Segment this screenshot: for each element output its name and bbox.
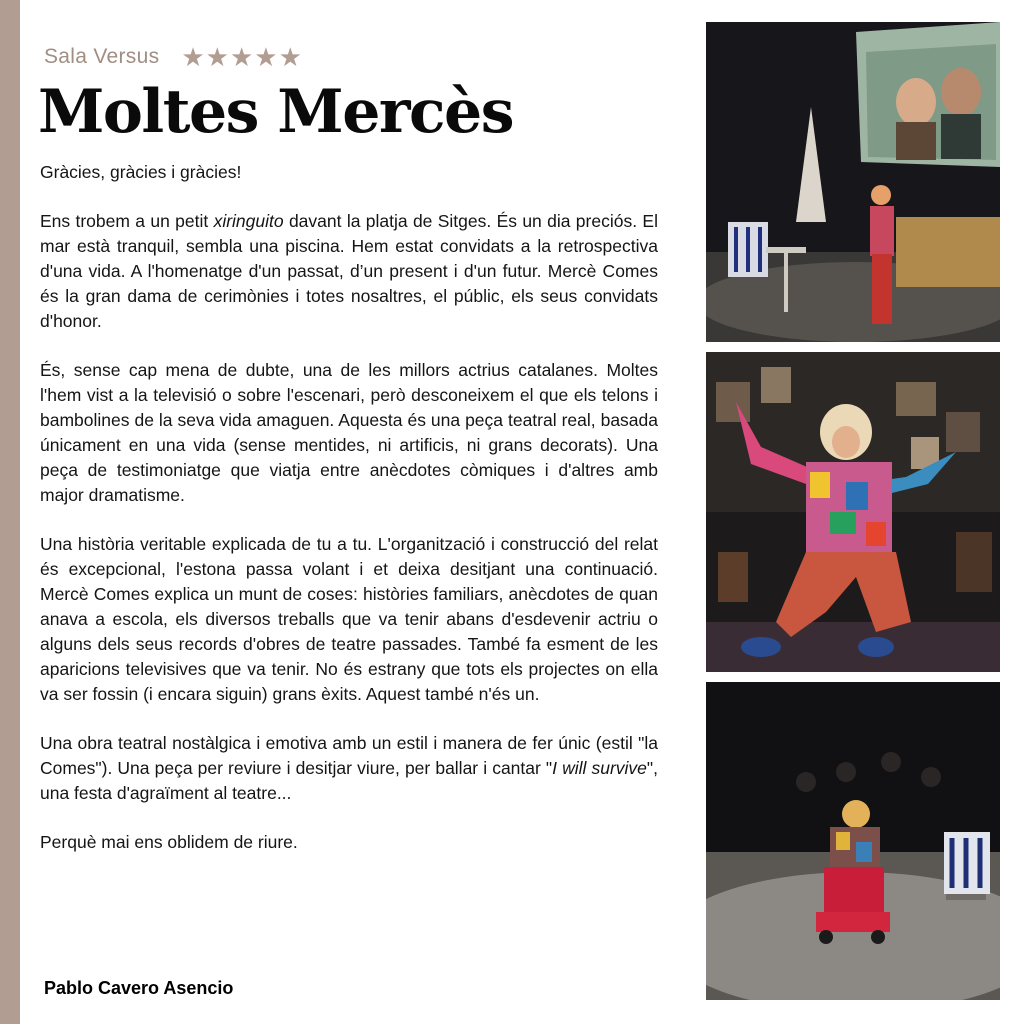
- paragraph-5-text-a: Una obra teatral nostàlgica i emotiva amb un estil i manera de fer únic (estil "la Comes"). Una peça per reviure i desitjar viure, per ballar i cantar ": [40, 733, 658, 778]
- paragraph-6: Perquè mai ens oblidem de riure.: [40, 832, 298, 852]
- venue-name: Sala Versus: [44, 45, 160, 68]
- rating-stars: ★★★★★: [181, 42, 303, 72]
- paragraph-3: És, sense cap mena de dubte, una de les millors actrius catalanes. Moltes l'hem vist a la televisió o sobre l'escenari, però desconeixem el que els telons i bambolines de la seva vida amaguen. Aquesta és una peça teatral real, basada únicament en una vida (sense mentides, ni artificis, ni grans decorats). Una peça de testimoniatge que viatja entre anècdotes còmiques i d'altres amb major dramatisme.: [40, 360, 658, 505]
- stage-photo-scooter: [706, 682, 1000, 1000]
- paragraph-1: Gràcies, gràcies i gràcies!: [40, 162, 242, 182]
- paragraph-2-text-b: davant la platja de Sitges. És un dia preciós. El mar està tranquil, sembla una piscina. Hem estat convidats a la retrospectiva d'una vida. A l'homenatge d'un passat, d’un present i d'un futur. Mercè Comes és la gran dama de cerimònies i totes nosaltres, el públic, els seus convidats d'honor.: [40, 211, 658, 331]
- review-body: [40, 160, 658, 879]
- venue-rating: [44, 44, 303, 70]
- paragraph-2-emphasis: xiringuito: [213, 211, 284, 231]
- review-title: Moltes Mercès: [38, 77, 513, 147]
- stage-photo-seated: [706, 352, 1000, 672]
- paragraph-5-text-b: ", una festa d'agraïment al teatre...: [40, 758, 658, 803]
- paragraph-2-text-a: Ens trobem a un petit: [40, 211, 214, 231]
- paragraph-4: Una història veritable explicada de tu a tu. L'organització i construcció del relat és excepcional, l'estona passa volant i et deixa desitjant una continuació. Mercè Comes explica un munt de coses: històries familiars, anècdotes de quan anava a escola, els diversos treballs que va tenir abans d'esdevenir actriu o alguns dels seus records d'obres de teatre passades. També fa esment de les aparicions televisives que va tenir. No és estrany que tots els projectes on ella va ser fossin (i encara siguin) grans èxits. Aquest també n'és un.: [40, 534, 658, 704]
- decorative-side-bar: [0, 0, 20, 1024]
- author-name: Pablo Cavero Asencio: [44, 978, 234, 998]
- stage-photo-projection: [706, 22, 1000, 342]
- paragraph-5: [40, 731, 658, 806]
- paragraph-2: [40, 209, 658, 334]
- paragraph-5-emphasis: I will survive: [552, 758, 647, 778]
